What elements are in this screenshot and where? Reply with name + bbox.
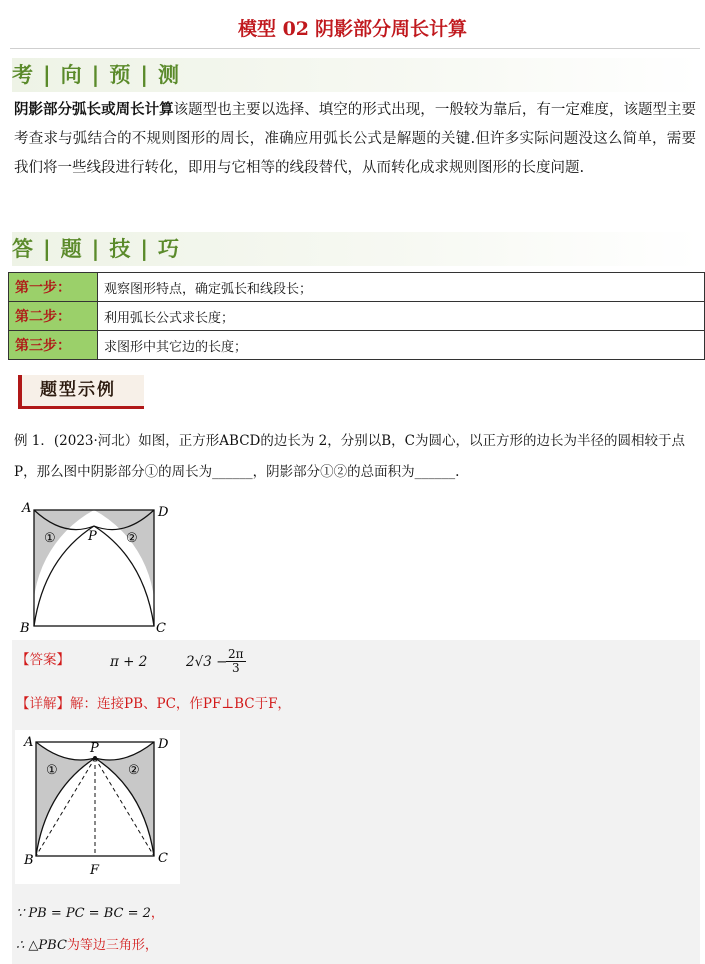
point-P	[93, 756, 97, 760]
reasoning-line-1	[16, 902, 164, 921]
section-char: 技	[109, 237, 133, 261]
example-badge: 题型示例	[18, 375, 144, 409]
label-F: F	[90, 863, 100, 878]
model-number: 模型 02	[237, 18, 310, 40]
section-header-forecast: 考 | 向 | 预 | 测	[12, 58, 700, 92]
step-text: 求图形中其它边的长度；	[98, 331, 705, 360]
step-label: 第二步：	[9, 302, 98, 331]
section-char: 考	[12, 63, 35, 87]
line-text: ，	[150, 906, 164, 921]
line-math: ∵ PB = PC = BC = 2	[16, 906, 151, 921]
intro-lead: 阴影部分弧长或周长计算	[14, 101, 174, 118]
figure-square-arcs	[14, 498, 174, 638]
line-text: 为等边三角形，	[66, 938, 158, 953]
label-B: B	[24, 853, 34, 868]
fraction-denominator: 3	[231, 661, 240, 675]
fraction-numerator: 2π	[228, 647, 244, 661]
step-text: 利用弧长公式求长度；	[98, 302, 705, 331]
label-region-2: ②	[128, 763, 140, 778]
step-text: 观察图形特点，确定弧长和线段长；	[98, 273, 705, 302]
example-text: 例 1．(2023·河北）如图，正方形ABCD的边长为 2，分别以B，C为圆心，以正方形的边长为半径的圆相较于点P，那么图中阴影部分①的周长为______，阴影部分①②的总面积为______.	[14, 433, 685, 480]
label-C: C	[156, 621, 166, 636]
intro-paragraph	[14, 95, 696, 183]
label-C: C	[158, 851, 168, 866]
section-char: 题	[60, 237, 84, 261]
section-header-tips: 答 | 题 | 技 | 巧	[12, 232, 700, 266]
section-char: 预	[109, 63, 133, 87]
title-text: 阴影部分周长计算	[315, 18, 468, 40]
label-D: D	[158, 505, 169, 520]
section-char: 答	[12, 237, 35, 261]
figure-square-triangle	[16, 732, 180, 882]
line-math: ∴ △PBC	[16, 938, 67, 953]
section-char: 向	[60, 63, 84, 87]
label-B: B	[20, 621, 30, 636]
reasoning-line-2	[16, 934, 158, 953]
answer-value-1: π + 2	[110, 654, 148, 670]
label-region-1: ①	[44, 531, 56, 546]
detail-line	[16, 692, 291, 712]
table-row	[9, 331, 705, 360]
section-char: 测	[158, 63, 182, 87]
detail-text: 解：连接PB、PC，作PF⊥BC于F，	[70, 696, 291, 712]
step-label: 第一步：	[9, 273, 98, 302]
answer-value-2-prefix: 2√3 −	[186, 654, 228, 670]
answer-fraction	[226, 648, 246, 675]
label-P: P	[88, 529, 97, 544]
title-divider	[10, 48, 700, 49]
label-region-2: ②	[126, 531, 138, 546]
section-char: 巧	[158, 237, 182, 261]
table-row	[9, 273, 705, 302]
step-label: 第三步：	[9, 331, 98, 360]
label-region-1: ①	[46, 763, 58, 778]
answer-tag: 【答案】	[16, 652, 70, 668]
page-title	[0, 14, 705, 41]
label-D: D	[158, 737, 169, 752]
label-A: A	[22, 501, 32, 516]
steps-table	[8, 272, 705, 360]
label-P: P	[90, 741, 99, 756]
label-A: A	[24, 735, 34, 750]
table-row	[9, 302, 705, 331]
detail-tag: 【详解】	[16, 696, 70, 712]
intro-text: 该题型也主要以选择、填空的形式出现，一般较为靠后，有一定难度，该题型主要考查求与弧结合的不规则图形的周长，准确应用弧长公式是解题的关键.但许多实际问题没这么简单，需要我们将一些线段进行转化，即用与它相等的线段替代，从而转化成求规则图形的长度问题.	[14, 102, 697, 176]
